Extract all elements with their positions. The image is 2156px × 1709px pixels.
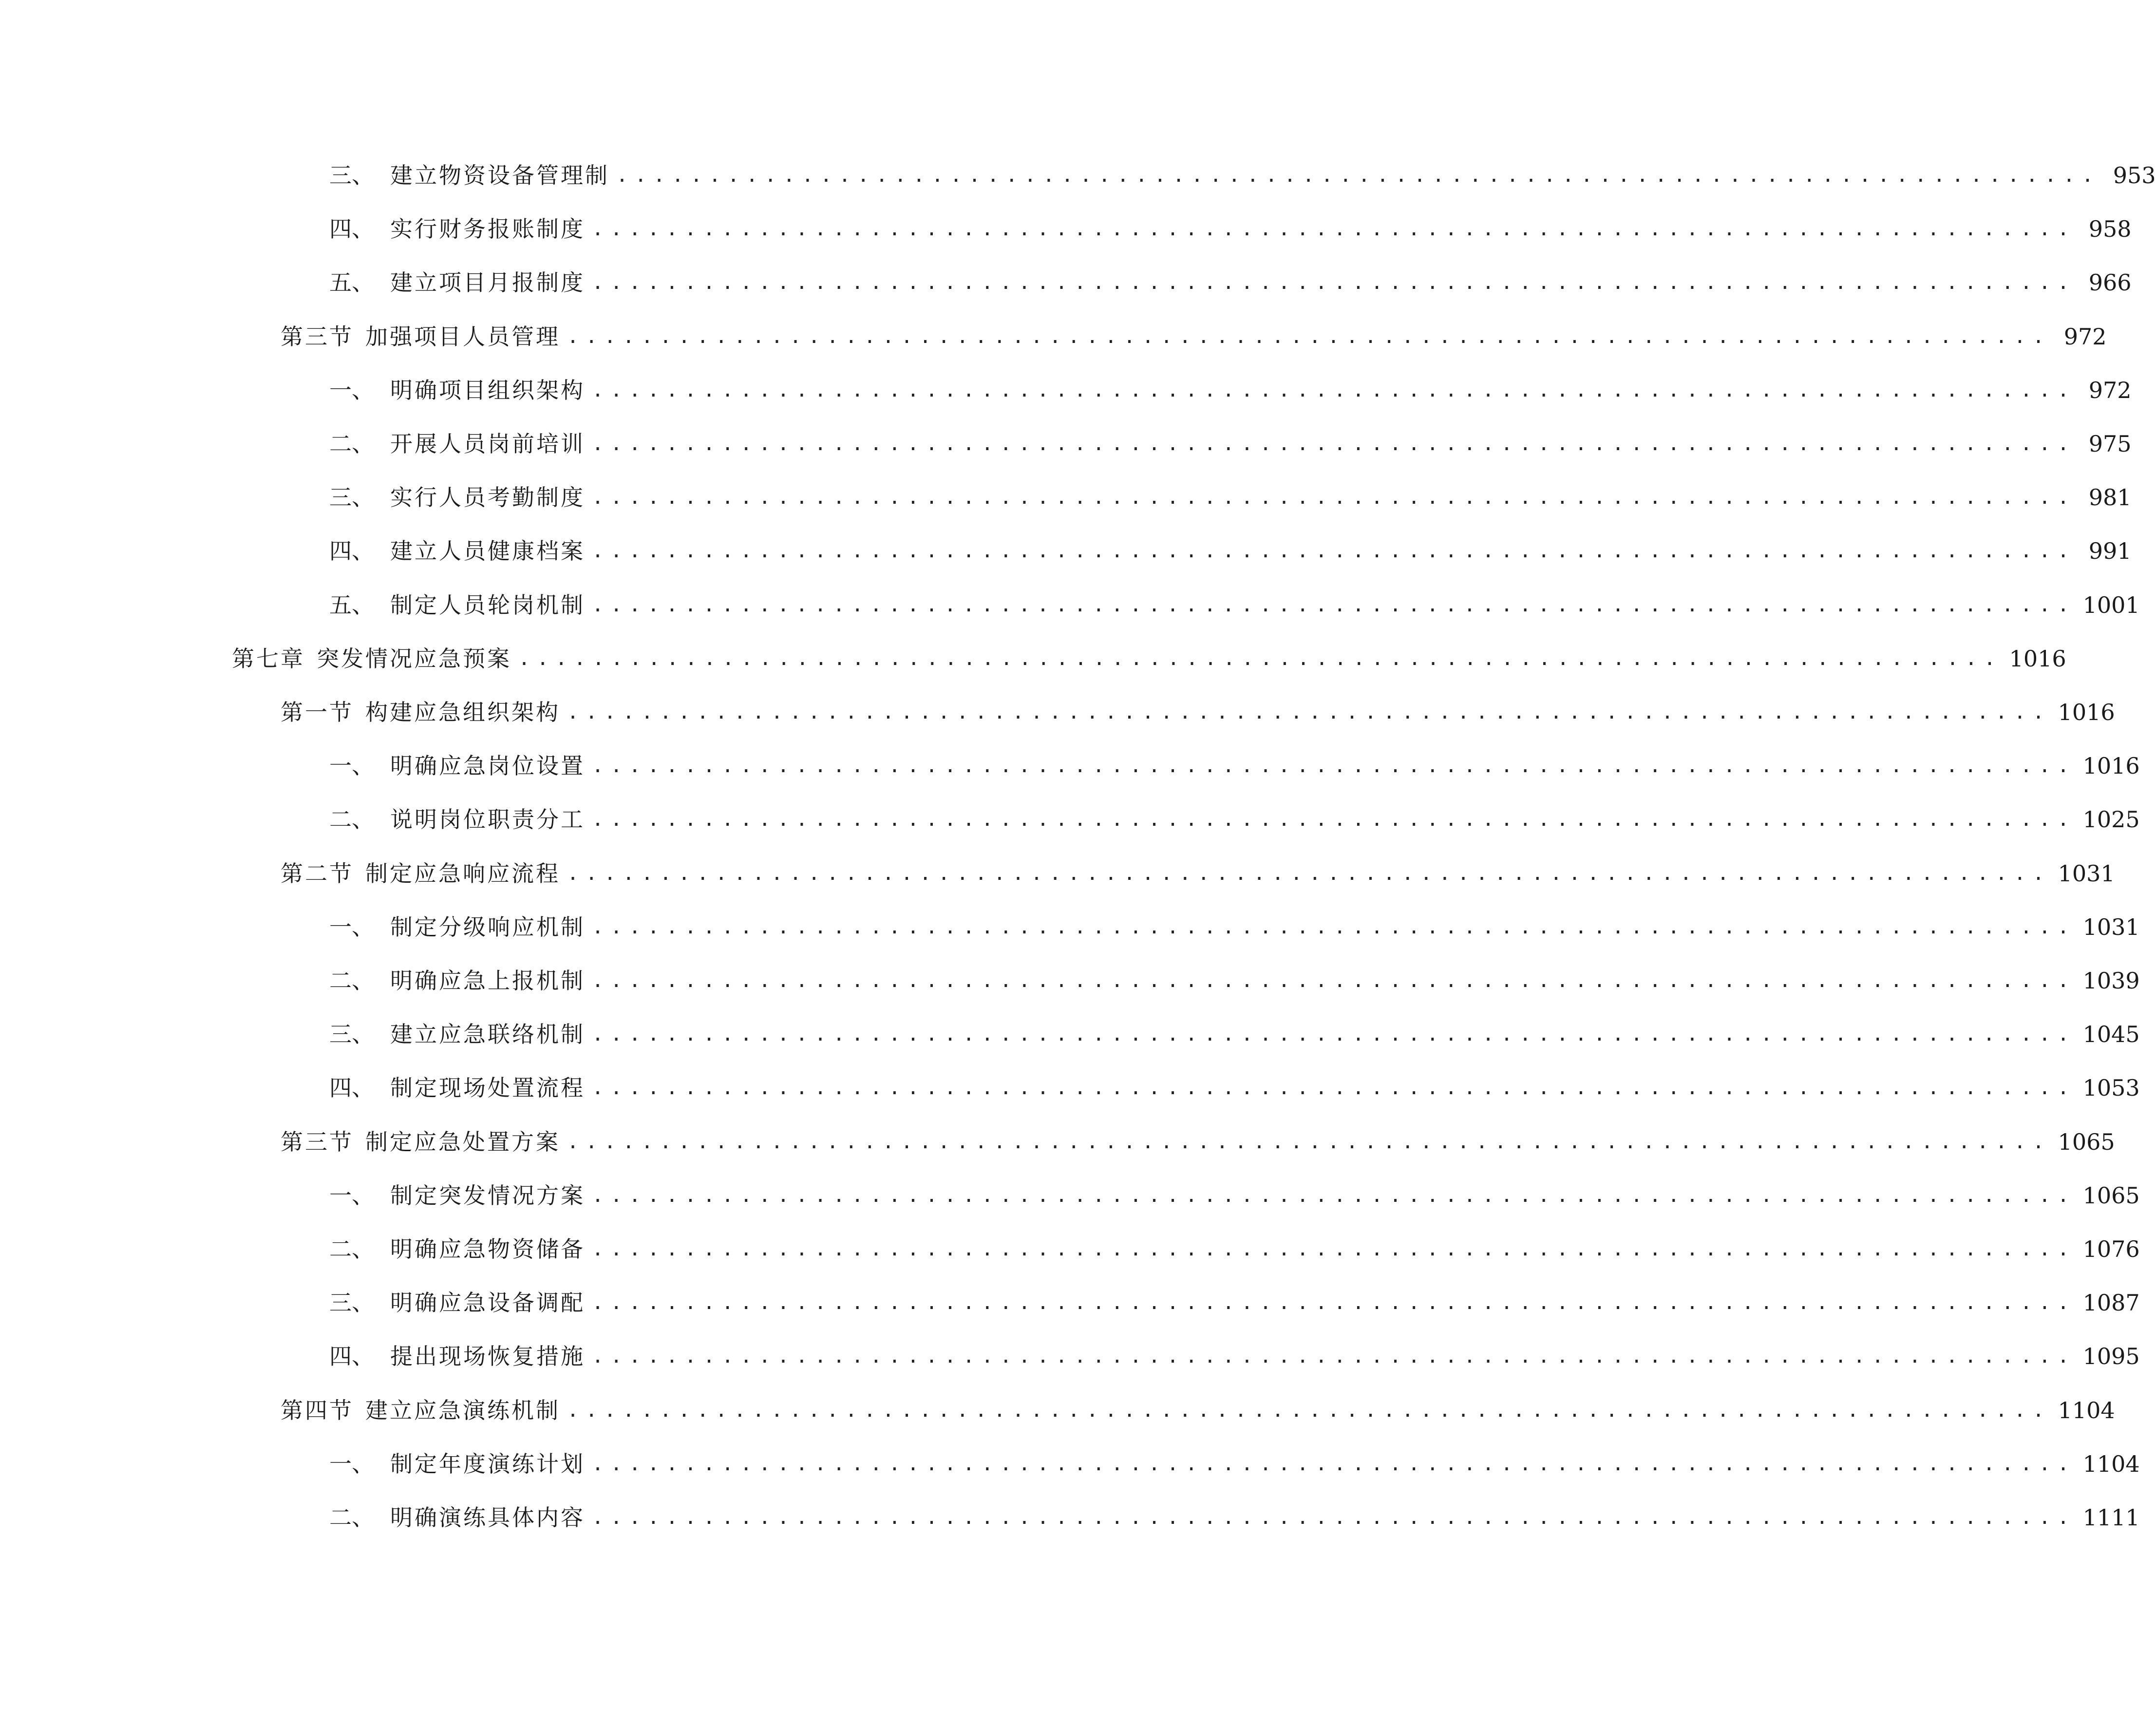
toc-dot-leader: ................................................................................ (592, 540, 2076, 562)
toc-dot-leader: ................................................................................ (592, 1291, 2076, 1314)
toc-entry-title: 建立人员健康档案 (390, 538, 585, 564)
toc-entry-number: 二、 (329, 1504, 374, 1531)
toc-entry-number: 三、 (329, 162, 374, 189)
toc-entry-number: 二、 (329, 431, 374, 457)
toc-entry[interactable] (281, 312, 2107, 351)
toc-dot-leader: ................................................................................ (592, 1238, 2076, 1260)
toc-entry-title: 明确应急物资储备 (390, 1236, 585, 1262)
toc-entry-number: 第三节 (281, 1129, 354, 1155)
toc-entry-number: 四、 (329, 1075, 374, 1101)
toc-page-number: 981 (2088, 484, 2132, 511)
toc-page-number: 1039 (2082, 968, 2140, 994)
toc-entry-number: 一、 (329, 1182, 374, 1209)
toc-entry-title: 建立应急演练机制 (365, 1397, 560, 1424)
toc-entry[interactable] (329, 956, 2140, 995)
toc-dot-leader: ................................................................................ (592, 1184, 2076, 1207)
toc-dot-leader: ................................................................................ (592, 218, 2076, 240)
toc-dot-leader: ................................................................................ (567, 862, 2051, 885)
toc-entry[interactable] (329, 1225, 2140, 1264)
toc-entry-number: 三、 (329, 1021, 374, 1047)
toc-dot-leader: ................................................................................ (592, 486, 2076, 509)
toc-entry-title: 开展人员岗前培训 (390, 431, 585, 457)
toc-entry[interactable] (281, 688, 2115, 727)
toc-page-number: 972 (2088, 377, 2132, 403)
toc-dot-leader: ................................................................................ (592, 755, 2076, 777)
toc-entry-number: 一、 (329, 753, 374, 779)
toc-page-number: 1065 (2058, 1129, 2115, 1155)
toc-entry-title: 制定分级响应机制 (390, 914, 585, 940)
toc-entry-title: 建立应急联络机制 (390, 1021, 585, 1047)
toc-entry[interactable] (329, 419, 2132, 458)
toc-entry[interactable] (329, 366, 2132, 405)
toc-entry-title: 实行财务报账制度 (390, 216, 585, 242)
toc-entry[interactable] (329, 1171, 2140, 1210)
toc-entry-number: 一、 (329, 914, 374, 940)
toc-entry-number: 二、 (329, 968, 374, 994)
toc-entry[interactable] (329, 741, 2140, 780)
toc-page-number: 1095 (2082, 1343, 2140, 1369)
toc-entry[interactable] (329, 903, 2140, 942)
toc-entry-title: 制定应急处置方案 (365, 1129, 560, 1155)
toc-entry[interactable] (329, 1010, 2140, 1049)
toc-page-number: 1016 (2009, 646, 2066, 672)
toc-entry-number: 三、 (329, 1290, 374, 1316)
toc-page-number: 1104 (2082, 1451, 2140, 1477)
toc-dot-leader: ................................................................................ (567, 325, 2051, 348)
toc-entry-number: 五、 (329, 269, 374, 296)
toc-dot-leader: ................................................................................ (567, 701, 2051, 723)
toc-entry-title: 制定应急响应流程 (365, 860, 560, 887)
toc-entry-title: 明确应急岗位设置 (390, 753, 585, 779)
toc-entry[interactable] (329, 795, 2140, 834)
toc-entry-number: 一、 (329, 377, 374, 403)
toc-dot-leader: ................................................................................ (592, 433, 2076, 455)
toc-entry[interactable] (329, 258, 2132, 297)
toc-entry-title: 制定年度演练计划 (390, 1451, 585, 1477)
toc-entry[interactable] (329, 1440, 2140, 1479)
toc-dot-leader: ................................................................................ (592, 1345, 2076, 1367)
toc-entry[interactable] (329, 1278, 2140, 1317)
toc-dot-leader: ................................................................................ (592, 808, 2076, 831)
toc-entry-number: 四、 (329, 538, 374, 564)
toc-page-number: 1001 (2082, 592, 2140, 618)
toc-page-number: 1025 (2082, 806, 2140, 833)
toc-entry-title: 加强项目人员管理 (365, 323, 560, 350)
toc-entry[interactable] (329, 1332, 2140, 1371)
toc-entry[interactable] (329, 151, 2156, 190)
toc-page-number: 958 (2088, 216, 2132, 242)
toc-dot-leader: ................................................................................ (616, 164, 2100, 187)
toc-entry-number: 二、 (329, 1236, 374, 1262)
toc-page-number: 1016 (2082, 753, 2140, 779)
toc-entry[interactable] (329, 1493, 2140, 1532)
toc-entry-title: 明确演练具体内容 (390, 1504, 585, 1531)
toc-page-number: 1053 (2082, 1075, 2140, 1101)
toc-entry-number: 第四节 (281, 1397, 354, 1424)
toc-entry-number: 四、 (329, 216, 374, 242)
toc-dot-leader: ................................................................................ (567, 1399, 2051, 1422)
toc-entry[interactable] (329, 205, 2132, 244)
toc-entry-title: 制定现场处置流程 (390, 1075, 585, 1101)
toc-page-number: 953 (2113, 162, 2156, 189)
toc-entry-number: 三、 (329, 484, 374, 511)
toc-entry[interactable] (281, 849, 2115, 888)
toc-page-number: 1031 (2082, 914, 2140, 940)
toc-entry[interactable] (281, 1386, 2115, 1425)
toc-entry-title: 制定突发情况方案 (390, 1182, 585, 1209)
toc-entry-title: 实行人员考勤制度 (390, 484, 585, 511)
toc-dot-leader: ................................................................................ (592, 379, 2076, 401)
toc-dot-leader: ................................................................................ (592, 1506, 2076, 1529)
toc-entry-title: 制定人员轮岗机制 (390, 592, 585, 618)
toc-entry-title: 明确应急设备调配 (390, 1290, 585, 1316)
toc-page-number: 1065 (2082, 1182, 2140, 1209)
toc-page-number: 975 (2088, 431, 2132, 457)
toc-entry-number: 五、 (329, 592, 374, 618)
toc-dot-leader: ................................................................................ (518, 647, 2003, 670)
toc-entry-number: 第七章 (232, 646, 305, 672)
toc-page-number: 1111 (2082, 1504, 2140, 1531)
toc-page-number: 1076 (2082, 1236, 2140, 1262)
toc-page-number: 1016 (2058, 699, 2115, 725)
toc-page-number: 1031 (2058, 860, 2115, 887)
toc-entry[interactable] (232, 634, 2066, 673)
toc-entry[interactable] (329, 473, 2132, 512)
toc-entry-title: 说明岗位职责分工 (390, 806, 585, 833)
toc-entry-number: 二、 (329, 806, 374, 833)
toc-entry-number: 第三节 (281, 323, 354, 350)
toc-page-number: 966 (2088, 269, 2132, 296)
toc-entry-number: 一、 (329, 1451, 374, 1477)
toc-entry-title: 建立物资设备管理制 (390, 162, 609, 189)
toc-dot-leader: ................................................................................ (592, 1023, 2076, 1045)
toc-page-number: 972 (2063, 323, 2107, 350)
toc-dot-leader: ................................................................................ (592, 969, 2076, 992)
toc-dot-leader: ................................................................................ (592, 594, 2076, 616)
toc-entry[interactable] (329, 1063, 2140, 1102)
toc-dot-leader: ................................................................................ (592, 1077, 2076, 1099)
toc-dot-leader: ................................................................................ (567, 1131, 2051, 1153)
toc-entry[interactable] (281, 1118, 2115, 1157)
toc-entry-title: 构建应急组织架构 (365, 699, 560, 725)
toc-entry-title: 建立项目月报制度 (390, 269, 585, 296)
toc-page-number: 1087 (2082, 1290, 2140, 1316)
toc-entry-number: 四、 (329, 1343, 374, 1369)
toc-page-number: 1104 (2058, 1397, 2115, 1424)
toc-dot-leader: ................................................................................ (592, 271, 2076, 294)
toc-dot-leader: ................................................................................ (592, 916, 2076, 938)
toc-entry-number: 第二节 (281, 860, 354, 887)
toc-entry-number: 第一节 (281, 699, 354, 725)
toc-entry[interactable] (329, 527, 2132, 566)
toc-entry-title: 提出现场恢复措施 (390, 1343, 585, 1369)
toc-entry-title: 突发情况应急预案 (317, 646, 511, 672)
toc-page-number: 1045 (2082, 1021, 2140, 1047)
toc-page-number: 991 (2088, 538, 2132, 564)
toc-entry[interactable] (329, 581, 2140, 620)
toc-entry-title: 明确应急上报机制 (390, 968, 585, 994)
toc-dot-leader: ................................................................................ (592, 1453, 2076, 1475)
toc-entry-title: 明确项目组织架构 (390, 377, 585, 403)
